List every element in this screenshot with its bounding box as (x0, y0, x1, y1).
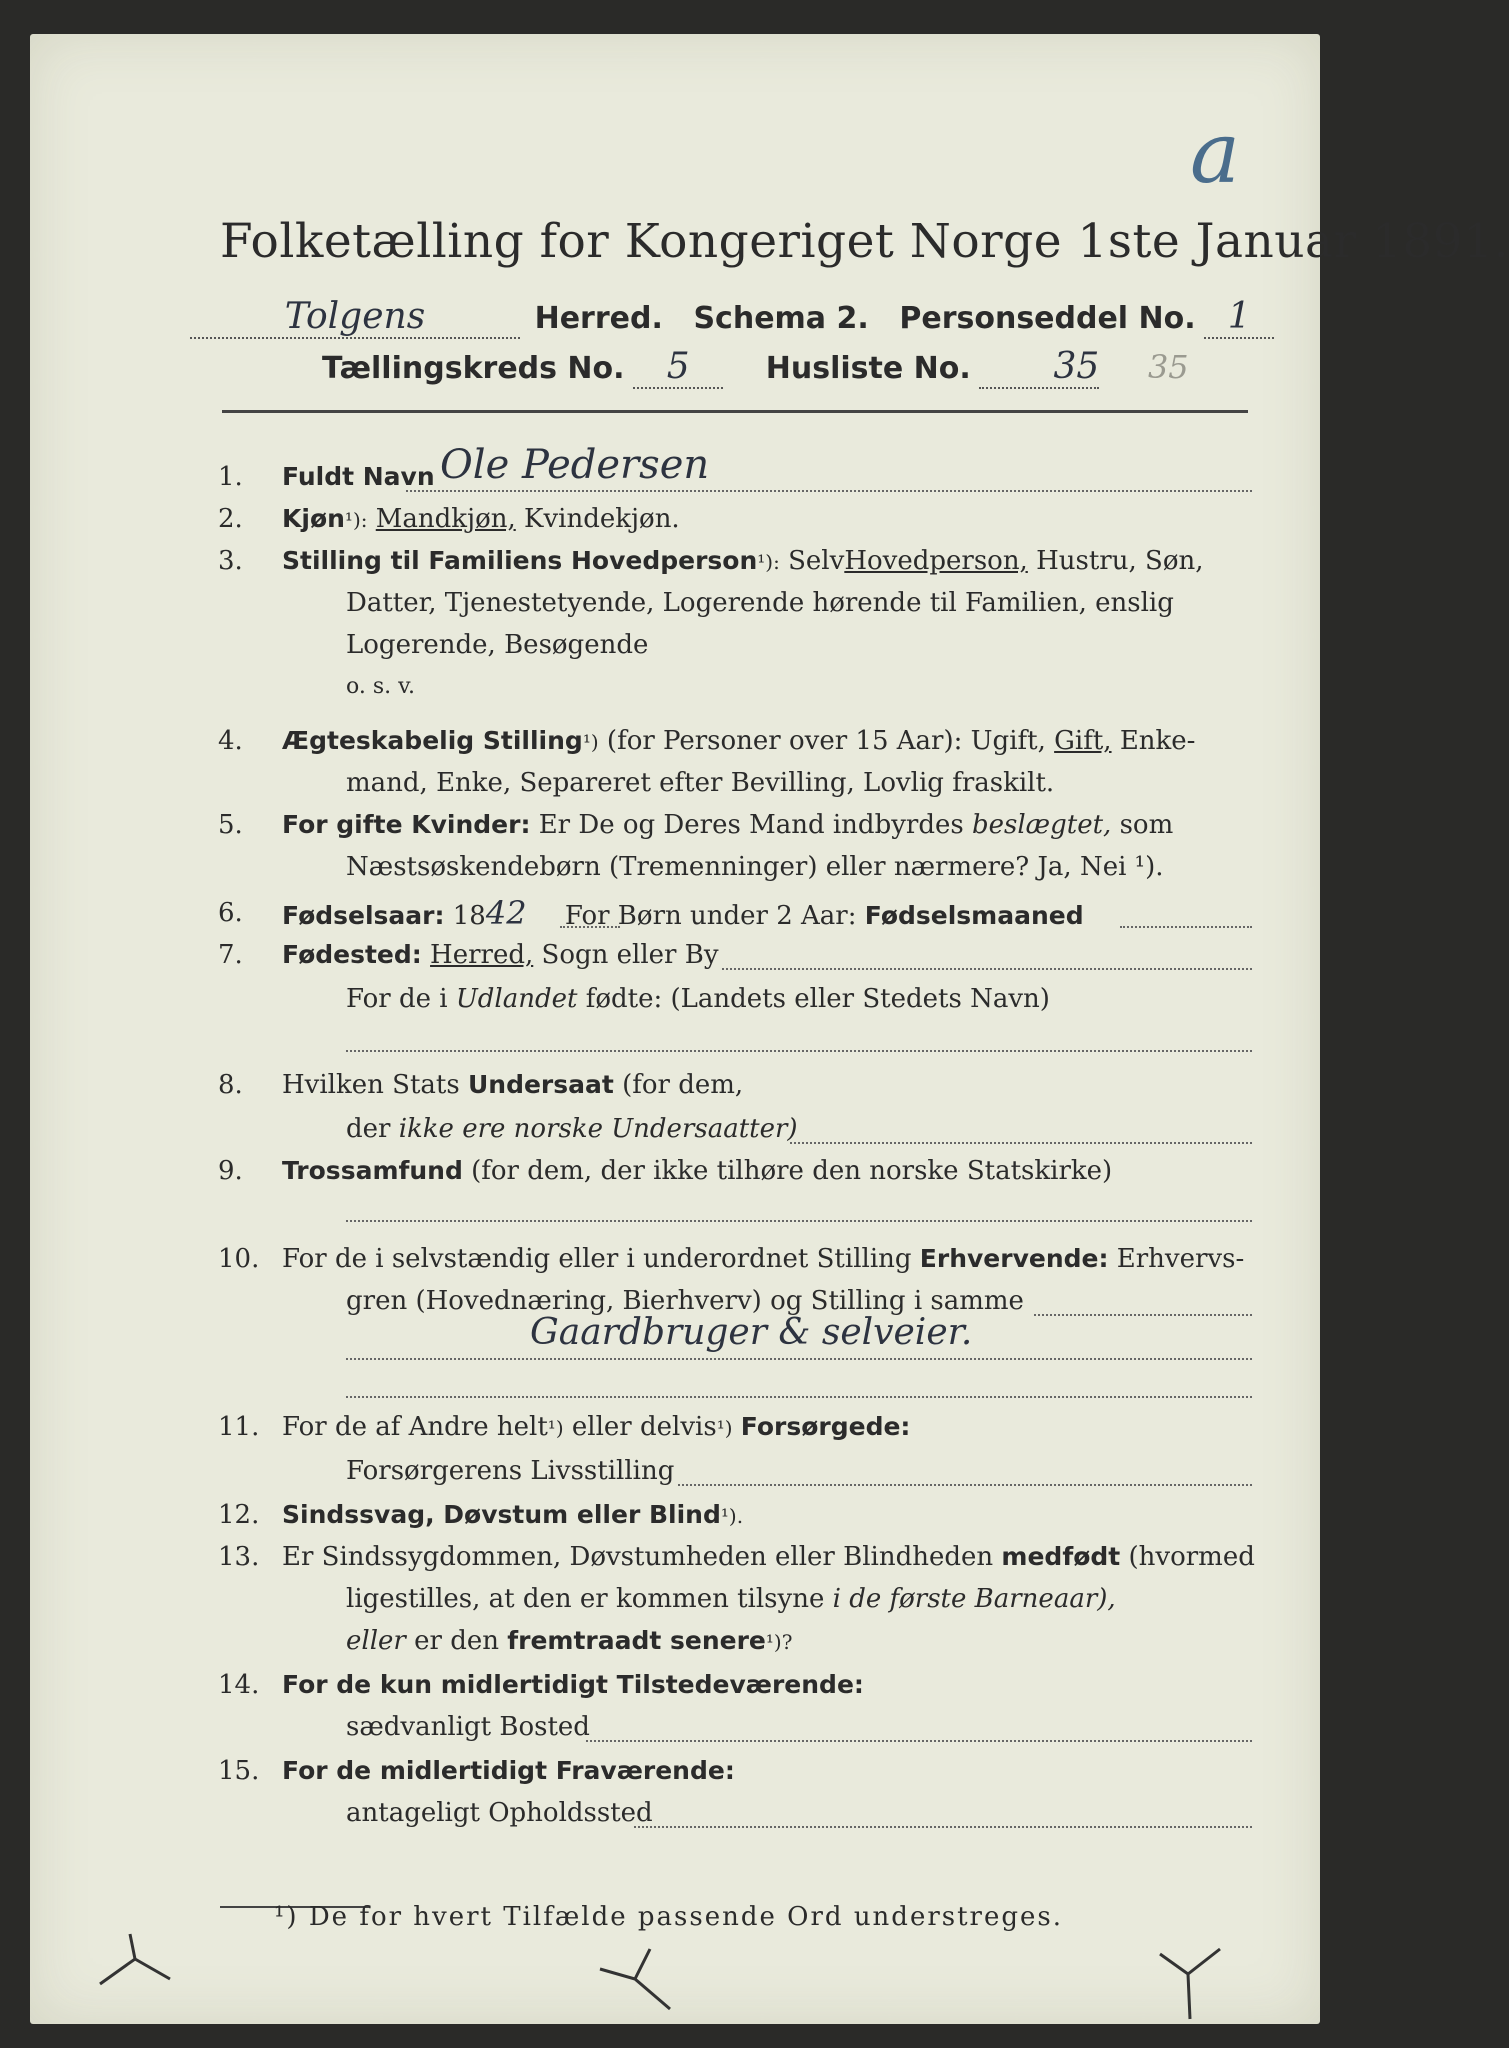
option-mandkjon: Mandkjøn, (375, 504, 516, 534)
item-label: Fødselsaar: (282, 901, 445, 930)
corner-tick-left-icon (90, 1929, 180, 1999)
text: i de første Barneaar), (832, 1584, 1116, 1614)
text: Erhvervs- (1116, 1244, 1245, 1274)
item-number: 6. (218, 898, 243, 928)
text: Logerende, Besøgende (346, 630, 649, 660)
item-label: Fuldt Navn (282, 462, 435, 491)
herred-value: Tolgens (190, 296, 520, 339)
text: ikke ere norske Undersaatter) (398, 1114, 798, 1144)
text: eller (346, 1626, 406, 1656)
dotted-line (346, 1220, 1252, 1222)
item-number: 8. (218, 1070, 243, 1100)
item-label: Kjøn (282, 504, 345, 533)
husliste-label: Husliste No. (765, 351, 971, 386)
text: som (1119, 810, 1174, 840)
dotted-line (586, 1740, 1252, 1742)
text: Datter, Tjenestetyende, Logerende hørende til Familien, enslig (346, 588, 1174, 618)
superscript: ¹) (582, 730, 599, 754)
text: der (346, 1114, 391, 1144)
text: er den (414, 1626, 499, 1656)
text: ligestilles, at den er kommen tilsyne (346, 1584, 825, 1614)
text: sædvanligt Bosted (346, 1712, 590, 1742)
item-number: 13. (218, 1542, 260, 1572)
corner-handwritten-mark: a (1190, 104, 1241, 202)
herred-label: Herred. (534, 301, 663, 336)
header-rule (222, 410, 1248, 413)
husliste-value: 35 (979, 346, 1099, 389)
occupation-value: Gaardbruger & selveier. (530, 1312, 973, 1353)
footnote: ¹) De for hvert Tilfælde passende Ord understreges. (274, 1902, 1064, 1932)
text: (for dem, der ikke tilhøre den norske Statskirke) (471, 1156, 1113, 1186)
item-number: 14. (218, 1670, 260, 1700)
census-form-page (30, 34, 1509, 2024)
text: (hvormed (1128, 1542, 1255, 1572)
text: For de af Andre helt (282, 1412, 548, 1442)
item-label: Undersaat (467, 1070, 614, 1099)
item-number: 10. (218, 1244, 260, 1274)
taellingskreds-label: Tællingskreds No. (322, 351, 625, 386)
option-hovedperson: Hovedperson, (844, 546, 1028, 576)
option-herred: Herred, (430, 940, 534, 970)
item-label: Erhvervende: (919, 1244, 1109, 1273)
dotted-line (678, 1484, 1252, 1486)
item-number: 4. (218, 726, 243, 756)
superscript: ¹): (344, 508, 368, 532)
dotted-line (1120, 926, 1252, 928)
text: Udlandet (455, 984, 578, 1014)
dotted-line (634, 1826, 1252, 1828)
text: eller delvis (571, 1412, 717, 1442)
personseddel-value: 1 (1204, 296, 1274, 339)
item-number: 15. (218, 1756, 260, 1786)
text: For Børn under 2 Aar: (564, 901, 857, 931)
item-label: fremtraadt senere (507, 1626, 766, 1655)
item-number: 11. (218, 1412, 260, 1442)
item-label: For de kun midlertidigt Tilstedeværende: (282, 1670, 864, 1699)
text: Hustru, Søn, (1036, 546, 1204, 576)
dotted-line (722, 968, 1252, 970)
item-number: 5. (218, 810, 243, 840)
superscript: ¹) (716, 1416, 733, 1440)
text: Enke- (1119, 726, 1196, 756)
dotted-line (346, 1050, 1252, 1052)
dotted-line (406, 490, 1252, 492)
item-label: For de midlertidigt Fraværende: (282, 1756, 735, 1785)
header-line-2 (322, 346, 1189, 389)
text: 18 (452, 901, 486, 931)
item-number: 1. (218, 462, 243, 492)
dotted-line (560, 926, 620, 928)
item-label: Stilling til Familiens Hovedperson (282, 546, 758, 575)
text: gren (Hovednæring, Bierhverv) og Stilling i samme (346, 1286, 1024, 1316)
text: Sogn eller By (541, 940, 719, 970)
full-name-value: Ole Pedersen (440, 442, 710, 488)
header-line-1 (190, 296, 1274, 339)
birth-year-value: 42 (485, 894, 527, 932)
text: (for dem, (622, 1070, 744, 1100)
item-number: 9. (218, 1156, 243, 1186)
text: For de i selvstændig eller i underordnet Stilling (282, 1244, 912, 1274)
option-kvindekjon: Kvindekjøn. (524, 504, 680, 534)
item-label: For gifte Kvinder: (282, 810, 531, 839)
superscript: ¹)? (765, 1630, 793, 1654)
item-label: medfødt (1001, 1542, 1121, 1571)
superscript: ¹) (547, 1416, 564, 1440)
text: Forsørgerens Livsstilling (346, 1456, 675, 1486)
dotted-line (346, 1396, 1252, 1398)
text: For de i (346, 984, 448, 1014)
item-number: 3. (218, 546, 243, 576)
text: Hvilken Stats (282, 1070, 460, 1100)
corner-tick-right-icon (1150, 1939, 1230, 2029)
dotted-line (1034, 1314, 1252, 1316)
dotted-line (346, 1358, 1252, 1360)
husliste-margin-note: 35 (1147, 348, 1189, 386)
personseddel-label: Personseddel No. (899, 301, 1196, 336)
item-label: Trossamfund (282, 1156, 463, 1185)
text: beslægtet, (971, 810, 1112, 840)
item-label: Ægteskabelig Stilling (282, 726, 583, 755)
item-label: Fødested: (282, 940, 422, 969)
taellingskreds-value: 5 (633, 346, 723, 389)
text: Er Sindssygdommen, Døvstumheden eller Blindheden (282, 1542, 994, 1572)
text: (for Personer over 15 Aar): Ugift, (606, 726, 1046, 756)
item-number: 12. (218, 1500, 260, 1530)
form-title: Folketælling for Kongeriget Norge 1ste Januar 1891. (220, 214, 1509, 269)
item-label: Forsørgede: (740, 1412, 911, 1441)
superscript: ¹): (757, 550, 780, 574)
text: Er De og Deres Mand indbyrdes (538, 810, 964, 840)
schema-label: Schema 2. (693, 301, 869, 336)
text: Selv (788, 546, 845, 576)
text: fødte: (Landets eller Stedets Navn) (585, 984, 1050, 1014)
corner-tick-middle-icon (590, 1944, 680, 2014)
option-gift: Gift, (1054, 726, 1112, 756)
text: mand, Enke, Separeret efter Bevilling, Lovlig fraskilt. (346, 768, 1055, 798)
superscript: ¹). (720, 1504, 744, 1528)
text: antageligt Opholdssted (346, 1798, 653, 1828)
item-number: 2. (218, 504, 243, 534)
dotted-line (790, 1142, 1252, 1144)
text: o. s. v. (346, 674, 415, 699)
item-label: Sindssvag, Døvstum eller Blind (282, 1500, 721, 1529)
item-number: 7. (218, 940, 243, 970)
item-label: Fødselsmaaned (864, 901, 1084, 930)
text: Næstsøskendebørn (Tremenninger) eller nærmere? Ja, Nei ¹). (346, 852, 1164, 882)
